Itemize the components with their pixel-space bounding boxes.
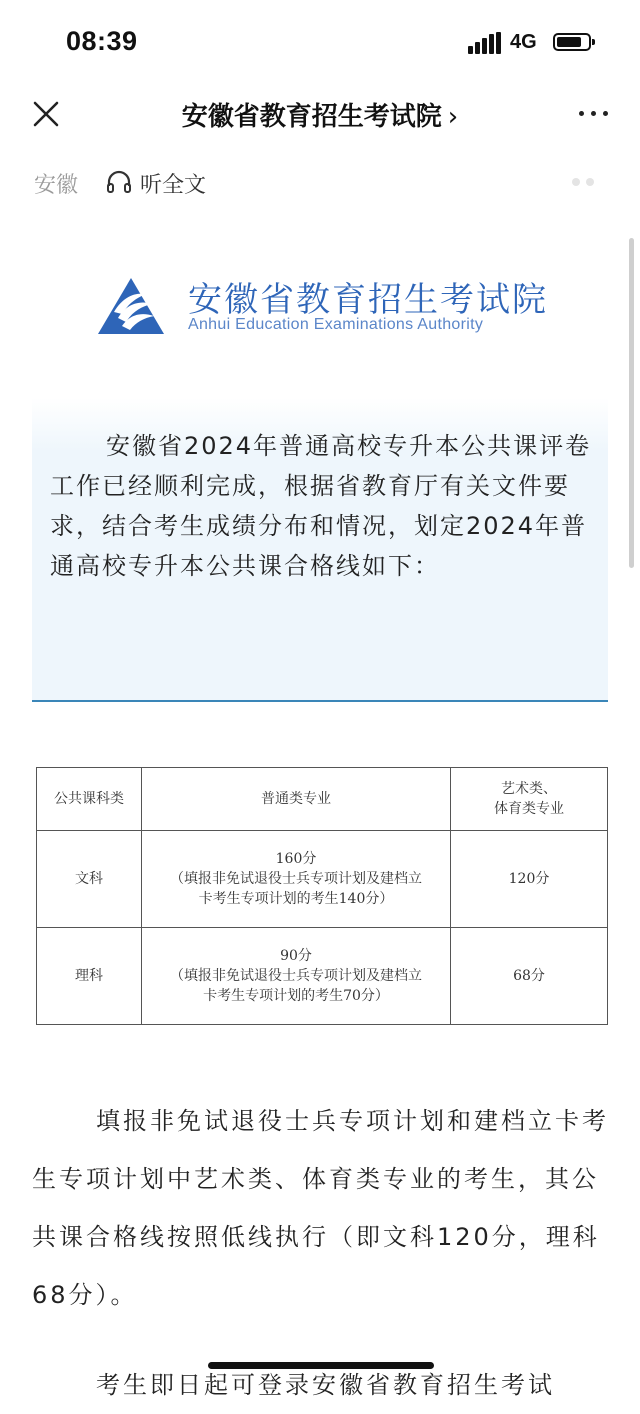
body-paragraph: 填报非免试退役士兵专项计划和建档立卡考生专项计划中艺术类、体育类专业的考生，其公共课合格线按照低线执行（即文科120分，理科68分）。	[32, 1107, 609, 1309]
table-row	[37, 831, 608, 928]
table-header-cell: 公共课科类	[37, 768, 142, 831]
status-time: 08:39	[66, 26, 138, 56]
institution-logo	[96, 272, 556, 342]
art-sport-score-cell: 68分	[451, 928, 608, 1025]
logo-emblem-icon	[96, 274, 166, 338]
home-indicator[interactable]	[208, 1362, 434, 1369]
headphones-icon	[106, 170, 132, 194]
signal-icon	[468, 32, 502, 54]
general-score-cell	[142, 831, 451, 928]
score-table	[36, 767, 608, 1025]
intro-box	[32, 398, 608, 702]
general-note: （填报非免试退役士兵专项计划及建档立卡考生专项计划的考生70分）	[170, 968, 422, 1004]
logo-english-name: Anhui Education Examinations Authority	[188, 316, 484, 333]
network-type: 4G	[510, 31, 537, 53]
general-note: （填报非免试退役士兵专项计划及建档立卡考生专项计划的考生140分）	[170, 871, 422, 907]
more-button[interactable]	[576, 98, 612, 130]
logo-chinese-name: 安徽省教育招生考试院	[188, 280, 548, 320]
battery-icon	[553, 33, 591, 51]
general-score: 90分	[280, 948, 312, 964]
table-header-cell: 普通类专业	[142, 768, 451, 831]
table-row	[37, 928, 608, 1025]
category-cell: 文科	[37, 831, 142, 928]
category-cell: 理科	[37, 928, 142, 1025]
table-header-cell: 艺术类、 体育类专业	[451, 768, 608, 831]
region-label: 安徽	[34, 173, 79, 198]
body-paragraph-partial: 考生即日起可登录安徽省教育招生考试	[96, 1371, 555, 1399]
article-meta	[34, 168, 207, 198]
table-header-row	[37, 768, 608, 831]
faint-icon	[566, 172, 602, 192]
listen-label: 听全文	[140, 173, 207, 198]
general-score: 160分	[275, 851, 317, 867]
status-bar	[0, 0, 640, 86]
intro-text: 安徽省2024年普通高校专升本公共课评卷工作已经顺利完成，根据省教育厅有关文件要求，结合考生成绩分布和情况，划定2024年普通高校专升本公共课合格线如下：	[50, 432, 592, 580]
scrollbar-thumb[interactable]	[629, 238, 634, 568]
art-sport-score-cell: 120分	[451, 831, 608, 928]
chevron-right-icon: ›	[447, 102, 459, 132]
account-title-link[interactable]	[0, 96, 640, 133]
account-name: 安徽省教育招生考试院	[181, 102, 442, 132]
general-score-cell	[142, 928, 451, 1025]
nav-bar	[0, 86, 640, 142]
